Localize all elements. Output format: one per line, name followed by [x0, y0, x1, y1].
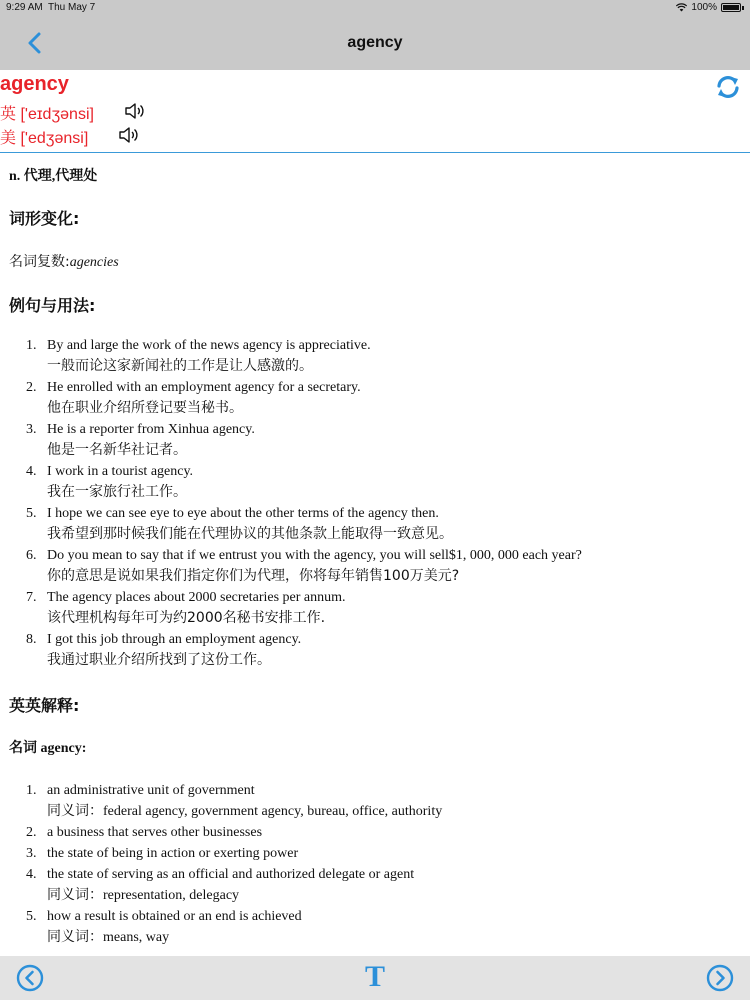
synonyms [47, 927, 442, 948]
example-number: 1. [26, 338, 37, 353]
part-of-speech-meaning: n. 代理,代理处 [9, 169, 98, 184]
synonym-values: representation, delegacy [103, 888, 240, 903]
next-word-icon[interactable] [706, 964, 734, 992]
us-speaker-icon[interactable] [118, 125, 140, 145]
definition-text: an administrative unit of government [47, 783, 255, 798]
status-time: 9:29 AM [6, 2, 43, 13]
uk-pronunciation: 英 ['eɪdʒənsi] [0, 106, 94, 123]
example-chinese: 我在一家旅行社工作。 [47, 484, 187, 500]
synonyms [47, 801, 442, 822]
page-title: agency [347, 34, 403, 51]
example-number: 3. [26, 422, 37, 437]
example-item [0, 629, 582, 671]
synonym-label: 同义词： [47, 929, 103, 945]
definition-number: 4. [26, 867, 37, 882]
example-number: 4. [26, 464, 37, 479]
example-item [0, 545, 582, 587]
example-chinese: 我通过职业介绍所找到了这份工作。 [47, 652, 271, 668]
definition-item [0, 780, 442, 822]
refresh-icon[interactable] [715, 74, 741, 100]
example-english: The agency places about 2000 secretaries per annum. [47, 590, 346, 605]
headword: agency [0, 73, 69, 95]
example-english: I got this job through an employment agency. [47, 632, 302, 647]
definition-item [0, 864, 442, 906]
synonym-label: 同义词： [47, 803, 103, 819]
example-chinese: 你的意思是说如果我们指定你们为代理，你将每年销售100万美元? [47, 568, 460, 584]
word-header [0, 70, 750, 153]
example-number: 5. [26, 506, 37, 521]
definition-number: 3. [26, 846, 37, 861]
example-english: By and large the work of the news agency is appreciative. [47, 338, 371, 353]
definition-item [0, 822, 442, 843]
synonym-values: federal agency, government agency, bureau, office, authority [103, 804, 443, 819]
plural-label: 名词复数: [9, 254, 70, 270]
status-right [676, 2, 744, 13]
example-chinese: 他是一名新华社记者。 [47, 442, 187, 458]
example-english: He is a reporter from Xinhua agency. [47, 422, 255, 437]
example-chinese: 一般而论这家新闻社的工作是让人感激的。 [47, 358, 313, 374]
example-chinese: 我希望到那时候我们能在代理协议的其他条款上能取得一致意见。 [47, 526, 453, 542]
examples-list [0, 335, 582, 671]
uk-speaker-icon[interactable] [124, 101, 146, 121]
example-english: I hope we can see eye to eye about the other terms of the agency then. [47, 506, 439, 521]
nav-bar [0, 16, 750, 70]
definition-text: a business that serves other businesses [47, 825, 263, 840]
definition-number: 1. [26, 783, 37, 798]
synonyms [47, 885, 442, 906]
example-item [0, 461, 582, 503]
english-defs-heading: 英英解释: [9, 696, 80, 715]
definition-item [0, 843, 442, 864]
synonym-values: means, way [103, 930, 170, 945]
plural-value: agencies [69, 255, 119, 270]
example-item [0, 335, 582, 377]
bottom-toolbar [0, 956, 750, 1000]
example-item [0, 419, 582, 461]
example-number: 2. [26, 380, 37, 395]
noun-heading [9, 737, 86, 757]
battery-cap [742, 6, 744, 10]
plural-form [9, 251, 119, 271]
example-item [0, 503, 582, 545]
example-number: 7. [26, 590, 37, 605]
definition-number: 5. [26, 909, 37, 924]
example-english: He enrolled with an employment agency for a secretary. [47, 380, 361, 395]
font-size-button[interactable]: T [364, 960, 385, 993]
definition-item [0, 906, 442, 948]
battery-percent: 100% [691, 2, 717, 13]
definition-number: 2. [26, 825, 37, 840]
us-pronunciation: 美 ['edʒənsi] [0, 130, 89, 147]
definitions-list [0, 780, 442, 948]
wifi-icon [676, 3, 687, 12]
battery-icon [721, 3, 741, 12]
status-date: Thu May 7 [48, 2, 96, 13]
example-chinese: 该代理机构每年可为约2000名秘书安排工作. [47, 610, 326, 626]
example-chinese: 他在职业介绍所登记要当秘书。 [47, 400, 243, 416]
example-number: 6. [26, 548, 37, 563]
example-item [0, 377, 582, 419]
pos-word: agency: [40, 741, 87, 756]
definition-text: the state of serving as an official and authorized delegate or agent [47, 867, 415, 882]
example-number: 8. [26, 632, 37, 647]
previous-word-icon[interactable] [16, 964, 44, 992]
definition-text: how a result is obtained or an end is achieved [47, 909, 302, 924]
example-english: I work in a tourist agency. [47, 464, 194, 479]
definition-text: the state of being in action or exerting power [47, 846, 299, 861]
synonym-label: 同义词： [47, 887, 103, 903]
pos-label: 名词 [9, 740, 37, 756]
example-item [0, 587, 582, 629]
morphology-heading: 词形变化: [9, 209, 80, 228]
status-bar [0, 0, 750, 16]
examples-heading: 例句与用法: [9, 296, 96, 315]
example-english: Do you mean to say that if we entrust you with the agency, you will sell$1, 000, 000 each year? [47, 548, 582, 563]
